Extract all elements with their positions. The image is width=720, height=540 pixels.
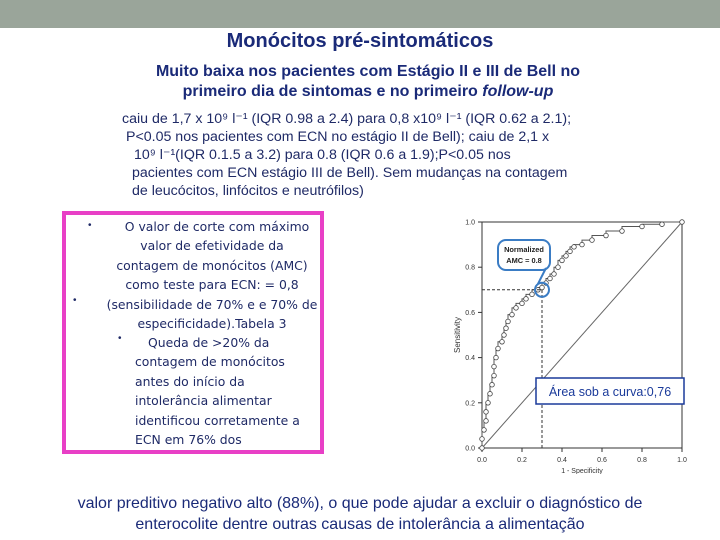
- roc-chart: [430, 212, 692, 474]
- body-line: pacientes com ECN estágio III de Bell). Sem mudanças na contagem: [132, 165, 568, 181]
- bullet-2-line: intolerância alimentar: [135, 393, 272, 409]
- roc-point: [556, 265, 561, 270]
- roc-point: [620, 229, 625, 234]
- body-paragraph: [122, 110, 622, 200]
- subtitle-line-2: [118, 82, 618, 102]
- bullet-2-line: identificou corretamente a: [135, 412, 300, 428]
- bullet-2-line: antes do início da: [135, 373, 245, 389]
- x-tick-label: 0.2: [517, 457, 527, 464]
- roc-point: [484, 410, 489, 415]
- footer-text: [0, 493, 720, 535]
- x-axis-label: 1 - Specificity: [561, 468, 603, 474]
- body-line: 10⁹ l⁻¹(IQR 0.1.5 a 3.2) para 0.8 (IQR 0.6 a 1.9);P<0.05 nos: [134, 147, 511, 163]
- roc-point: [480, 437, 485, 442]
- bullet-1-line: especificidade).Tabela 3: [137, 316, 287, 332]
- y-tick-label: 0.4: [465, 355, 475, 363]
- cutoff-callout-line1: Normalized: [504, 245, 544, 254]
- bullet-marker: •: [88, 220, 92, 231]
- roc-point: [540, 285, 545, 290]
- bullet-1-line: contagem de monócitos (AMC): [116, 257, 308, 273]
- roc-point: [568, 249, 573, 254]
- roc-point: [660, 222, 665, 227]
- roc-point: [590, 238, 595, 243]
- body-line: caiu de 1,7 x 10⁹ l⁻¹ (IQR 0.98 a 2.4) para 0,8 x10⁹ l⁻¹ (IQR 0.62 a 2.1);: [122, 111, 572, 127]
- roc-point: [504, 326, 509, 331]
- roc-point: [530, 292, 535, 297]
- y-tick-label: 1.0: [465, 219, 475, 227]
- roc-point: [502, 333, 507, 338]
- bullet-2-line: contagem de monócitos: [135, 354, 285, 370]
- auc-label: Área sob a curva:0,76: [548, 385, 672, 399]
- bullet-2-line: ECN em 76% dos: [135, 432, 242, 448]
- cutoff-callout-line2: AMC = 0.8: [506, 256, 542, 265]
- roc-point: [510, 312, 515, 317]
- roc-point: [494, 355, 499, 360]
- roc-point: [604, 233, 609, 238]
- roc-point: [482, 428, 487, 433]
- roc-point: [548, 276, 553, 281]
- roc-point: [572, 245, 577, 250]
- bullet-1-text: [94, 217, 330, 333]
- roc-point: [490, 382, 495, 387]
- x-tick-label: 0.8: [637, 457, 647, 464]
- roc-point: [492, 364, 497, 369]
- roc-point: [514, 306, 519, 311]
- y-tick-label: 0.8: [465, 264, 475, 272]
- x-tick-label: 0.0: [477, 457, 487, 464]
- roc-point: [580, 242, 585, 247]
- roc-point: [552, 272, 557, 277]
- bullet-2-text: [135, 333, 325, 449]
- x-tick-label: 0.6: [597, 457, 607, 464]
- slide-subtitle: [118, 62, 618, 102]
- y-tick-label: 0.0: [465, 445, 475, 453]
- footer-line: valor preditivo negativo alto (88%), o que pode ajudar a excluir o diagnóstico de: [77, 495, 643, 512]
- roc-point: [500, 339, 505, 344]
- bullet-1-line: valor de efetividade da: [140, 238, 284, 254]
- bullet-1-line: (sensibilidade de 70% e e 70% de: [106, 296, 318, 312]
- roc-point: [564, 254, 569, 259]
- subtitle-line-2-text: primeiro dia de sintomas e no primeiro: [182, 83, 483, 100]
- chart-axes: [453, 220, 687, 475]
- roc-point: [496, 346, 501, 351]
- body-line: P<0.05 nos pacientes com ECN no estágio II de Bell); caiu de 2,1 x: [126, 129, 550, 145]
- roc-point: [520, 301, 525, 306]
- roc-point: [680, 220, 685, 225]
- subtitle-line-1: Muito baixa nos pacientes com Estágio II e III de Bell no: [155, 63, 581, 80]
- roc-point: [488, 391, 493, 396]
- x-tick-label: 1.0: [677, 457, 687, 464]
- bullet-marker: •: [118, 333, 122, 344]
- body-line: de leucócitos, linfócitos e neutrófilos): [132, 183, 364, 199]
- roc-point: [506, 319, 511, 324]
- x-tick-label: 0.4: [557, 457, 567, 464]
- bullet-1-line: O valor de corte com máximo: [124, 219, 310, 234]
- roc-point: [492, 373, 497, 378]
- roc-point: [484, 419, 489, 424]
- subtitle-line-2-italic: follow-up: [482, 83, 554, 100]
- bullet-marker: •: [73, 295, 77, 306]
- roc-point: [640, 224, 645, 229]
- top-color-band: [0, 0, 720, 28]
- y-axis-label: Sensitivity: [453, 316, 462, 354]
- slide-title: Monócitos pré-sintomáticos: [226, 30, 494, 52]
- roc-point: [480, 446, 485, 451]
- y-tick-label: 0.2: [465, 400, 475, 408]
- bullet-2-line: Queda de >20% da: [148, 335, 270, 350]
- roc-point: [524, 297, 529, 302]
- roc-point: [560, 258, 565, 263]
- bullet-1-line: como teste para ECN: = 0,8: [125, 277, 299, 293]
- y-tick-label: 0.6: [465, 309, 475, 317]
- footer-line: enterocolite dentre outras causas de intolerância a alimentação: [135, 516, 585, 533]
- roc-point: [486, 401, 491, 406]
